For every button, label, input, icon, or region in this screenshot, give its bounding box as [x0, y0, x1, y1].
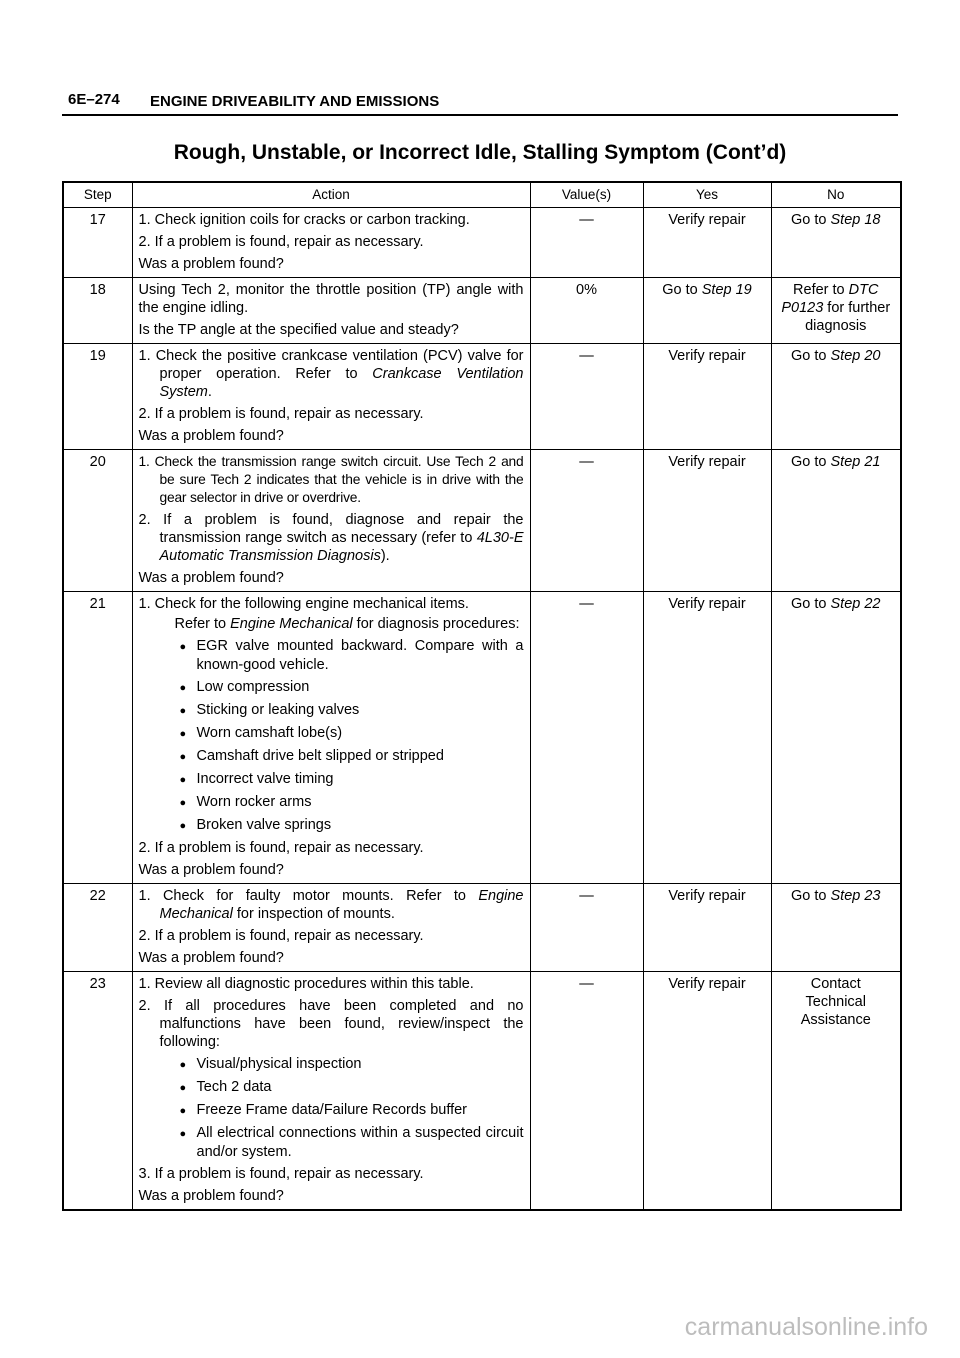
header-rule	[62, 114, 898, 116]
no-cell: Go to Step 23	[771, 884, 901, 972]
action-cell	[132, 884, 530, 972]
value-cell: 0%	[530, 278, 643, 344]
bullet-item: ● All electrical connections within a suspected circuit and/or system.	[139, 1124, 524, 1161]
action-cell	[132, 450, 530, 592]
section-title: ENGINE DRIVEABILITY AND EMISSIONS	[150, 93, 440, 110]
value-cell: —	[530, 450, 643, 592]
bullet-item: ● EGR valve mounted backward. Compare with a known-good vehicle.	[139, 637, 524, 674]
action-subline: Refer to Engine Mechanical for diagnosis procedures:	[174, 616, 520, 632]
action-line: 2. If all procedures have been completed and no malfunctions have been found, review/inspect the following:	[138, 998, 524, 1050]
page-number: 6E–274	[68, 91, 120, 108]
no-cell: Refer to DTC P0123 for further diagnosis	[771, 278, 901, 344]
section-reference: 4L30-E Automatic Transmission Diagnosis	[159, 530, 524, 564]
bullet-item: ● Low compression	[139, 678, 524, 697]
value-cell: —	[530, 344, 643, 450]
section-reference: Engine Mechanical	[230, 616, 353, 632]
col-yes: Yes	[643, 182, 771, 208]
no-cell: Go to Step 21	[771, 450, 901, 592]
action-cell	[132, 278, 530, 344]
action-line: 1. Review all diagnostic procedures within this table.	[138, 976, 474, 992]
action-line: 1. Check for the following engine mechanical items.	[138, 596, 469, 612]
bullet-item: ● Tech 2 data	[139, 1078, 524, 1097]
step-reference: Step 23	[830, 888, 881, 904]
yes-cell: Verify repair	[643, 884, 771, 972]
question: Was a problem found?	[138, 1188, 284, 1204]
step-reference: Step 19	[701, 282, 752, 298]
action-line: 1. Check the transmission range switch circuit. Use Tech 2 and be sure Tech 2 indicates that the vehicle is in drive with the gear selector in drive or overdrive.	[138, 454, 524, 505]
action-line: Using Tech 2, monitor the throttle position (TP) angle with the engine idling.	[138, 282, 524, 316]
table-row	[63, 278, 901, 344]
bullet-item: ● Visual/physical inspection	[139, 1055, 524, 1074]
question: Is the TP angle at the specified value and steady?	[138, 322, 459, 338]
bullet-item: ● Broken valve springs	[139, 816, 524, 835]
col-step: Step	[63, 182, 132, 208]
question: Was a problem found?	[138, 950, 284, 966]
step-reference: Step 20	[830, 348, 881, 364]
section-reference: Crankcase Ventilation System	[159, 366, 524, 400]
action-line: 1. Check for faulty motor mounts. Refer to Engine Mechanical for inspection of mounts.	[138, 888, 524, 922]
yes-cell: Verify repair	[643, 592, 771, 884]
no-cell: Go to Step 20	[771, 344, 901, 450]
bullet-item: ● Sticking or leaking valves	[139, 701, 524, 720]
step-number: 22	[63, 884, 132, 972]
question: Was a problem found?	[138, 256, 284, 272]
question: Was a problem found?	[138, 570, 284, 586]
yes-cell: Verify repair	[643, 450, 771, 592]
yes-cell: Go to Step 19	[643, 278, 771, 344]
bullet-item: ● Worn rocker arms	[139, 793, 524, 812]
step-reference: Step 22	[830, 596, 881, 612]
action-line: 1. Check ignition coils for cracks or carbon tracking.	[138, 212, 470, 228]
action-cell	[132, 592, 530, 884]
col-values: Value(s)	[530, 182, 643, 208]
action-line: 2. If a problem is found, repair as necessary.	[138, 406, 424, 422]
action-cell	[132, 344, 530, 450]
table-row	[63, 450, 901, 592]
bullet-item: ● Freeze Frame data/Failure Records buffer	[139, 1101, 524, 1120]
question: Was a problem found?	[138, 862, 284, 878]
step-number: 20	[63, 450, 132, 592]
step-reference: Step 21	[830, 454, 881, 470]
dtc-reference: DTC P0123	[781, 282, 879, 316]
col-action: Action	[132, 182, 530, 208]
section-reference: Engine Mechanical	[159, 888, 524, 922]
value-cell: —	[530, 208, 643, 278]
question: Was a problem found?	[138, 428, 284, 444]
value-cell: —	[530, 884, 643, 972]
no-cell: Contact Technical Assistance	[771, 972, 901, 1211]
step-number: 23	[63, 972, 132, 1211]
table-row	[63, 344, 901, 450]
bullet-item: ● Camshaft drive belt slipped or stripped	[139, 747, 524, 766]
yes-cell: Verify repair	[643, 208, 771, 278]
action-line: 3. If a problem is found, repair as necessary.	[138, 1166, 424, 1182]
action-line: 2. If a problem is found, repair as necessary.	[138, 840, 424, 856]
bullet-item: ● Incorrect valve timing	[139, 770, 524, 789]
table-row	[63, 884, 901, 972]
action-line: 2. If a problem is found, repair as necessary.	[138, 234, 424, 250]
action-line: 2. If a problem is found, repair as necessary.	[138, 928, 424, 944]
action-cell	[132, 208, 530, 278]
step-reference: Step 18	[830, 212, 881, 228]
no-cell: Go to Step 22	[771, 592, 901, 884]
watermark: carmanualsonline.info	[684, 1313, 928, 1341]
diagnostic-table	[62, 181, 902, 1211]
table-header-row	[63, 182, 901, 208]
step-number: 18	[63, 278, 132, 344]
action-line: 1. Check the positive crankcase ventilation (PCV) valve for proper operation. Refer to Crankcase Ventilation System.	[138, 348, 524, 400]
col-no: No	[771, 182, 901, 208]
step-number: 19	[63, 344, 132, 450]
step-number: 21	[63, 592, 132, 884]
yes-cell: Verify repair	[643, 344, 771, 450]
action-line: 2. If a problem is found, diagnose and repair the transmission range switch as necessary (refer to 4L30-E Automatic Transmission Diagnosis).	[138, 512, 524, 564]
step-number: 17	[63, 208, 132, 278]
no-cell: Go to Step 18	[771, 208, 901, 278]
page-title: Rough, Unstable, or Incorrect Idle, Stalling Symptom (Cont’d)	[173, 141, 787, 164]
action-cell	[132, 972, 530, 1211]
table-row	[63, 208, 901, 278]
value-cell: —	[530, 592, 643, 884]
value-cell: —	[530, 972, 643, 1211]
table-row	[63, 592, 901, 884]
yes-cell: Verify repair	[643, 972, 771, 1211]
bullet-item: ● Worn camshaft lobe(s)	[139, 724, 524, 743]
table-row	[63, 972, 901, 1211]
